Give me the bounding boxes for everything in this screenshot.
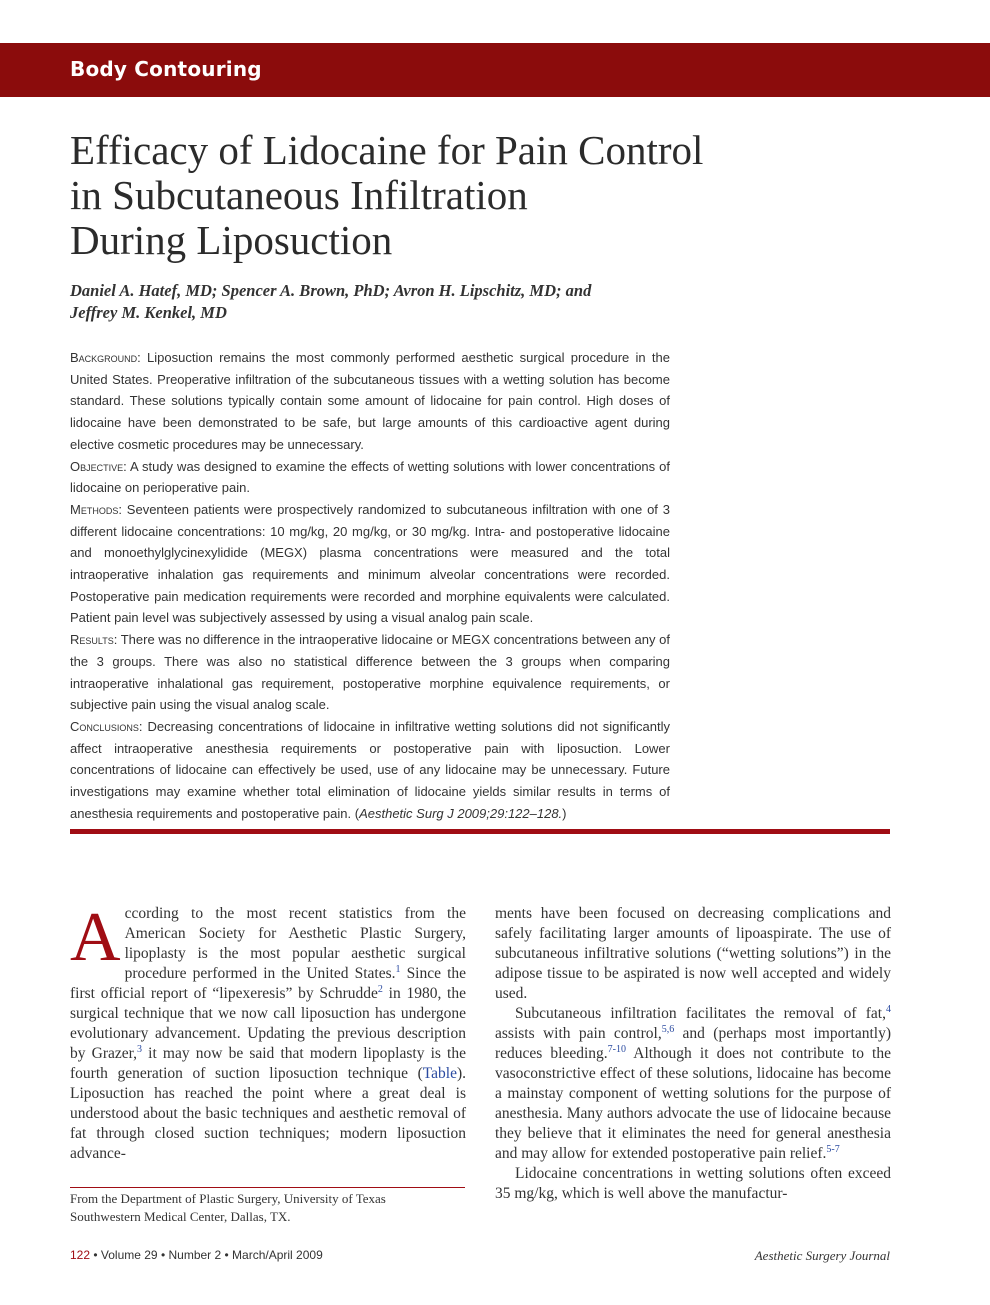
author-line: Daniel A. Hatef, MD; Spencer A. Brown, PhD; Avron H. Lipschitz, MD; and: [70, 281, 592, 300]
abstract-methods: Methods: Seventeen patients were prospectively randomized to subcutaneous infiltration with one of 3 different lidocaine concentrations: 10 mg/kg, 20 mg/kg, or 30 mg/kg. Intra- and postoperative lidocaine and monoethylglycinexylidide (MEGX) plasma concentrations were measured and the total intraoperative inhalation gas requirements and minimum alveolar concentrations were recorded. Postoperative pain medication requirements were recorded and morphine equivalents were calculated. Patient pain level was subjectively assessed by using a visual analog pain scale.: [70, 501, 670, 626]
body-paragraph: ments have been focused on decreasing complications and safely facilitating larger amounts of lipoaspirate. The use of subcutaneous infiltrative solutions (“wetting solutions”) in the adipose tissue to be aspirated is now well accepted and widely used.: [495, 905, 891, 1002]
section-banner: [0, 43, 990, 97]
abstract-objective: Objective: A study was designed to examine the effects of wetting solutions with lower concentrations of lidocaine on perioperative pain.: [70, 458, 670, 496]
author-line: Jeffrey M. Kenkel, MD: [70, 303, 227, 322]
reference-link[interactable]: 5-7: [826, 1143, 840, 1155]
reference-link[interactable]: 1: [395, 963, 401, 975]
body-column-right: [495, 904, 891, 1204]
body-paragraph: Lidocaine concentrations in wetting solutions often exceed 35 mg/kg, which is well above the manufactur-: [495, 1165, 891, 1202]
body-column-left: [70, 899, 467, 1164]
citation: Aesthetic Surg J 2009;29:122–128.: [359, 805, 563, 821]
abstract-label: Conclusions:: [70, 718, 143, 734]
footnote-line: From the Department of Plastic Surgery, University of Texas: [70, 1191, 386, 1206]
abstract-label: Results:: [70, 632, 118, 648]
abstract-divider: [70, 829, 890, 834]
footnote-line: Southwestern Medical Center, Dallas, TX.: [70, 1209, 291, 1224]
reference-link[interactable]: 7-10: [607, 1043, 627, 1055]
abstract-label: Background:: [70, 350, 141, 365]
section-label: Body Contouring: [70, 57, 262, 81]
author-list: [70, 280, 690, 324]
abstract-label: Objective:: [70, 458, 127, 474]
table-link[interactable]: Table: [422, 1065, 457, 1082]
page-footer-left: [70, 1248, 323, 1262]
issue-info: • Volume 29 • Number 2 • March/April 2009: [90, 1248, 323, 1262]
journal-name: Aesthetic Surgery Journal: [754, 1248, 890, 1263]
abstract-results: Results: There was no difference in the intraoperative lidocaine or MEGX concentrations between any of the 3 groups. There was also no statistical difference between the 3 groups when comparing intraoperative inhalational gas requirement, postoperative morphine equivalence requirements, or subjective pain using the visual analog scale.: [70, 632, 670, 713]
article-title: [70, 128, 790, 263]
abstract: [70, 347, 670, 824]
title-line: in Subcutaneous Infiltration: [70, 172, 528, 218]
page-number: 122: [70, 1248, 91, 1262]
abstract-background: Background: Liposuction remains the most commonly performed aesthetic surgical procedure in the United States. Preoperative infiltration of the subcutaneous tissues with a wetting solution has become standard. These solutions typically contain some amount of lidocaine for pain control. High doses of lidocaine have been demonstrated to be safe, but large amounts of this cardioactive agent during elective cosmetic procedures may be unnecessary.: [70, 350, 670, 452]
title-line: During Liposuction: [70, 217, 393, 263]
reference-link[interactable]: 5,6: [661, 1023, 675, 1035]
body-paragraph: According to the most recent statistics from the American Society for Aesthetic Plastic Surgery, lipoplasty is the most popular aesthetic surgical procedure performed in the United States.$^1$ Since the first official report of “lipexeresis” by Schrudde$^2$ in 1980, the surgical technique that we now call liposuction has undergone evolutionary advancement. Updating the previous description by Grazer,$^3$ it may now be said that modern lipoplasty is the fourth generation of suction liposuction technique (Table). Liposuction has reached the point where a great deal is understood about the basic techniques and aesthetic removal of fat through closed suction techniques; modern liposuction advance-: [70, 899, 467, 1162]
affiliation-footnote: [70, 1190, 470, 1226]
abstract-conclusions: Conclusions: Decreasing concentrations of lidocaine in infiltrative wetting solutions did not significantly affect intraoperative anesthesia requirements or postoperative pain with liposuction. Lower concentrations of lidocaine can effectively be used, use of any lidocaine may be unnecessary. Future investigations may examine whether total elimination of lidocaine yields similar results in terms of anesthesia requirements and postoperative pain. (Aesthetic Surg J 2009;29:122–128.): [70, 718, 670, 821]
reference-link[interactable]: 4: [886, 1003, 891, 1015]
title-line: Efficacy of Lidocaine for Pain Control: [70, 127, 704, 173]
body-paragraph: Subcutaneous infiltration facilitates the removal of fat,$^4$ assists with pain control,$^{5,6}$ and (perhaps most importantly) reduces bleeding.$^{7-10}$ Although it does not contribute to the vasoconstrictive effect of these solutions, lidocaine has become a mainstay component of wetting solutions for the purpose of anesthesia. Many authors advocate the use of lidocaine because they believe that it eliminates the need for general anesthesia and may allow for extended postoperative pain relief.$^{5-7}$: [495, 1003, 891, 1162]
reference-link[interactable]: 2: [377, 983, 383, 995]
drop-cap: A: [70, 899, 121, 976]
reference-link[interactable]: 3: [137, 1043, 143, 1055]
abstract-label: Methods:: [70, 501, 122, 517]
footnote-divider: [70, 1187, 465, 1188]
